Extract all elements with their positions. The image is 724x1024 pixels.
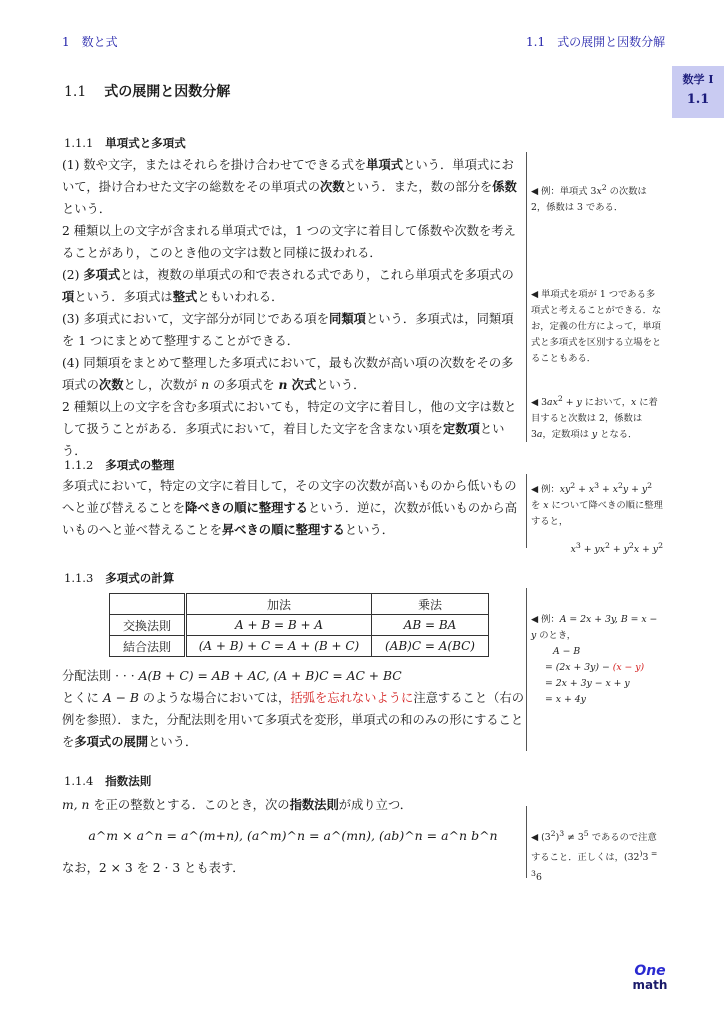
paragraph-monomial: (1) 数や文字，またはそれらを掛け合わせてできる式を単項式という．単項式において，掛け合わせた文字の総数をその単項式の次数という．また，数の部分を係数という．	[62, 157, 517, 216]
table-cell: A + B = B + A	[186, 615, 372, 636]
subsection-3-title: 多項式の計算	[105, 571, 175, 585]
subsection-2-title: 多項式の整理	[105, 458, 175, 472]
subsection-3-body	[62, 665, 524, 753]
section-title-text: 式の展開と因数分解	[104, 84, 231, 100]
paragraph-constant-term: 2 種類以上の文字を含む多項式においても，特定の文字に着目し，他の文字は数として扱うことがある．多項式において，着目した文字を含まない項を定数項という．	[62, 400, 517, 458]
subsection-3-number: 1.1.3	[64, 571, 94, 585]
table-cell: 結合法則	[110, 636, 186, 657]
logo-top: One	[634, 963, 666, 979]
subsection-4-heading	[64, 773, 151, 789]
paragraph-degree: (4) 同類項をまとめて整理した多項式において，最も次数が高い項の次数をその多項式の次数とし，次数が n の多項式を n 次式という．	[62, 356, 514, 392]
subsection-1-body	[62, 154, 524, 462]
side-note-6: ◀ $(3^2)^3 \ne 3^5$ であるので注意すること．正しくは，(32)3 $^{= 3}$6	[531, 829, 658, 884]
paragraph-polynomial: (2) 多項式とは，複数の単項式の和で表される式であり，これら単項式を多項式の項という．多項式は整式ともいわれる．	[62, 267, 514, 304]
side-note-4: ◀ 例：$xy^2 + x^3 + x^2y + y^2$ を x について降べきの順に整理すると， $x^3 + yx^2 + y^2x + y^2$	[531, 478, 663, 558]
subsection-2-number: 1.1.2	[64, 458, 94, 472]
subsection-2-heading	[64, 457, 174, 473]
tab-subject: 数学 I	[682, 73, 714, 86]
onemath-logo	[620, 964, 680, 992]
table-cell: 交換法則	[110, 615, 186, 636]
table-cell: AB = BA	[372, 615, 489, 636]
paragraph-expansion: とくに A − B のような場合においては，括弧を忘れないように注意すること（右の例を参照）．また，分配法則を用いて多項式を変形，単項式の和のみの形にすることを多項式の展開という．	[62, 691, 525, 749]
paragraph-ordering: 多項式において，特定の文字に着目して，その文字の次数が高いものから低いものへと並び替えることを降べきの順に整理するという．逆に，次数が低いものから高いものへと並べ替えることを昇べきの順に整理するという．	[62, 479, 518, 537]
section-number: 1.1	[64, 84, 87, 100]
laws-table	[109, 593, 489, 657]
paragraph-like-terms: (3) 多項式において，文字部分が同じである項を同類項という．多項式は，同類項を 1 つにまとめて整理することができる．	[62, 311, 514, 348]
side-note-5: ◀ 例：A = 2x + 3y, B = x − y のとき， A − B = (2x + 3y) − (x − y) = 2x + 3y − x + y = x + 4y	[531, 614, 658, 705]
table-row	[110, 636, 489, 657]
logo-bottom: math	[632, 978, 668, 992]
subsection-3-heading	[64, 570, 174, 586]
tab-section: 1.1	[686, 92, 710, 107]
margin-rule-1	[526, 152, 527, 442]
table-header-cell: 乗法	[372, 594, 489, 615]
side-note-2: ◀ 単項式を項が 1 つである多項式と考えることができる．なお，定義の仕方によって，単項式と多項式を区別する立場をとることもある．	[531, 289, 662, 364]
subsection-1-heading	[64, 135, 186, 151]
side-note-3: ◀ $3ax^2 + y$ において，x に着目すると次数は 2，係数は 3a，定数項は y となる．	[531, 394, 658, 441]
table-header-row	[110, 594, 489, 615]
exponent-laws-formula: a^m × a^n = a^(m+n), (a^m)^n = a^(mn), (ab)^n = a^n b^n	[88, 828, 498, 843]
subsection-4-title: 指数法則	[105, 774, 152, 788]
margin-rule-2	[526, 474, 527, 548]
margin-rule-4	[526, 806, 527, 878]
subsection-4-intro: m, n を正の整数とする．このとき，次の指数法則が成り立つ．	[62, 797, 413, 812]
table-header-cell: 加法	[186, 594, 372, 615]
table-cell: (A + B) + C = A + (B + C)	[186, 636, 372, 657]
paragraph-multi-letter: 2 種類以上の文字が含まれる単項式では，1 つの文字に着目して係数や次数を考えることがあり，このとき他の文字は数と同様に扱われる．	[62, 224, 516, 260]
distributive-law: 分配法則 · · · A(B + C) = AB + AC, (A + B)C = AC + BC	[62, 669, 402, 683]
subsection-4-number: 1.1.4	[64, 774, 94, 788]
table-row	[110, 615, 489, 636]
subsection-2-body	[62, 475, 524, 541]
table-cell: (AB)C = A(BC)	[372, 636, 489, 657]
subsection-1-number: 1.1.1	[64, 136, 94, 150]
section-title	[64, 81, 230, 101]
subsection-1-title: 単項式と多項式	[105, 136, 186, 150]
subsection-4-note: なお，2 × 3 を 2 · 3 とも表す．	[62, 861, 245, 875]
running-header-left: 1 数と式	[62, 35, 118, 49]
section-tab[interactable]	[672, 66, 724, 118]
side-note-1: ◀ 例：単項式 $3x^2$ の次数は 2，係数は 3 である．	[531, 183, 647, 214]
table-header-cell	[110, 594, 186, 615]
running-header-right: 1.1 式の展開と因数分解	[526, 35, 666, 49]
margin-rule-3	[526, 588, 527, 751]
ordered-polynomial: $x^3 + yx^2 + y^2x + y^2$	[570, 541, 663, 556]
